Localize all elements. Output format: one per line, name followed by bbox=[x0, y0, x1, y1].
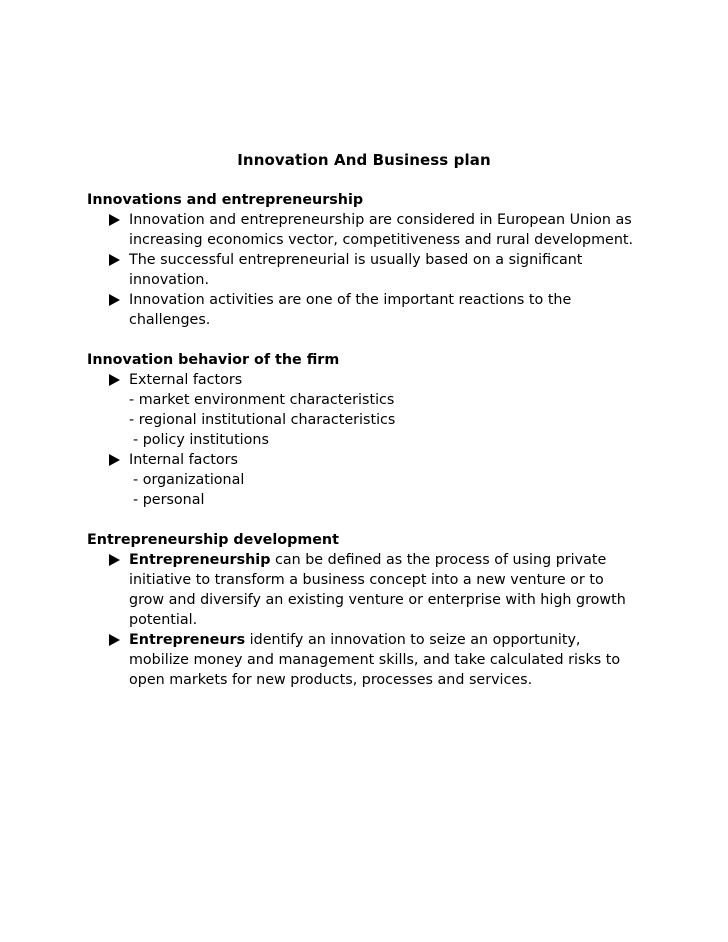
triangle-bullet-icon bbox=[109, 290, 123, 310]
item-text: initiative to transform a business concept into a new venture or to bbox=[129, 572, 604, 588]
triangle-bullet-icon bbox=[109, 370, 123, 390]
item-text: Innovation and entrepreneurship are considered in European Union as bbox=[129, 212, 632, 228]
item-text: challenges. bbox=[129, 312, 211, 328]
list-item bbox=[87, 550, 687, 630]
section-heading: Entrepreneurship development bbox=[87, 532, 339, 548]
item-text: identify an innovation to seize an opportunity, bbox=[245, 632, 581, 648]
sub-item-text: - regional institutional characteristics bbox=[129, 412, 396, 428]
list-item bbox=[87, 250, 687, 290]
item-text: can be defined as the process of using private bbox=[270, 552, 607, 568]
list-item bbox=[87, 630, 687, 690]
item-text: Internal factors bbox=[129, 452, 238, 468]
item-lead-term: Entrepreneurs bbox=[129, 632, 246, 648]
list-item bbox=[87, 210, 687, 250]
item-text: grow and diversify an existing venture or enterprise with high growth bbox=[129, 592, 626, 608]
section-heading: Innovations and entrepreneurship bbox=[87, 192, 364, 208]
sub-item-text: - personal bbox=[133, 492, 205, 508]
item-text: open markets for new products, processes and services. bbox=[129, 672, 533, 688]
document-title: Innovation And Business plan bbox=[237, 151, 491, 169]
item-text: Innovation activities are one of the important reactions to the bbox=[129, 292, 572, 308]
sub-item-text: - policy institutions bbox=[133, 432, 269, 448]
section-heading: Innovation behavior of the firm bbox=[87, 352, 340, 368]
list-item bbox=[87, 450, 687, 510]
item-text: The successful entrepreneurial is usually based on a significant bbox=[129, 252, 583, 268]
list-item bbox=[87, 290, 687, 330]
section-entrepreneurship-development bbox=[87, 530, 687, 690]
item-text: innovation. bbox=[129, 272, 209, 288]
item-text: increasing economics vector, competitiveness and rural development. bbox=[129, 232, 634, 248]
triangle-bullet-icon bbox=[109, 450, 123, 470]
sub-item-text: - organizational bbox=[133, 472, 245, 488]
section-innovations-and-entrepreneurship bbox=[87, 190, 687, 330]
list-item bbox=[87, 370, 687, 450]
triangle-bullet-icon bbox=[109, 250, 123, 270]
item-lead-term: Entrepreneurship bbox=[129, 552, 271, 568]
item-first-line bbox=[129, 630, 687, 650]
item-text: External factors bbox=[129, 372, 243, 388]
triangle-bullet-icon bbox=[109, 630, 123, 650]
triangle-bullet-icon bbox=[109, 210, 123, 230]
item-text: potential. bbox=[129, 612, 198, 628]
section-innovation-behavior-of-the-firm bbox=[87, 350, 687, 510]
item-first-line bbox=[129, 550, 687, 570]
sub-item-text: - market environment characteristics bbox=[129, 392, 395, 408]
item-text: mobilize money and management skills, and take calculated risks to bbox=[129, 652, 621, 668]
triangle-bullet-icon bbox=[109, 550, 123, 570]
